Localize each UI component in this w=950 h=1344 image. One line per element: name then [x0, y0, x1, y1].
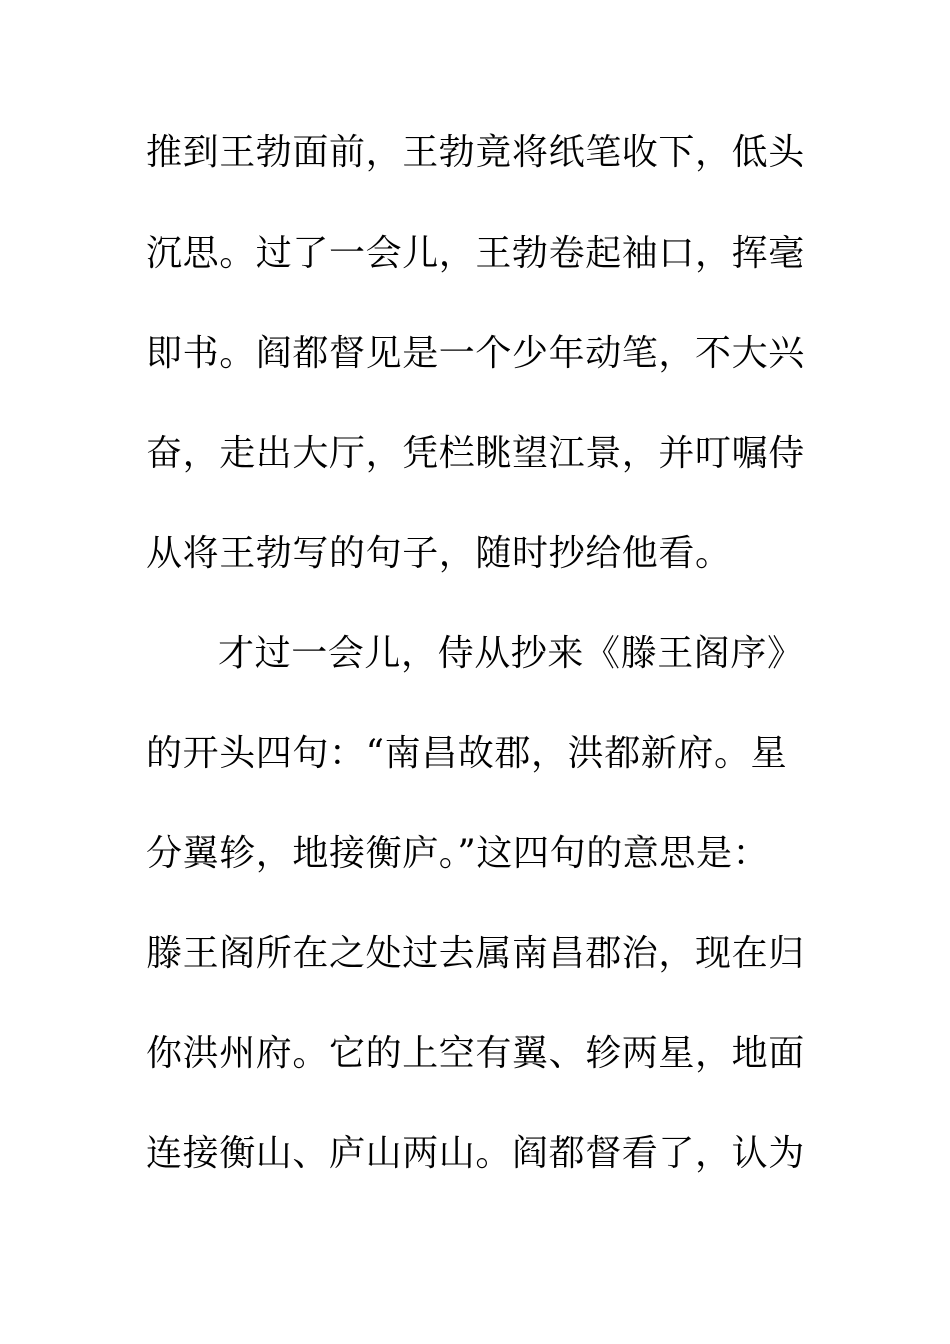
- paragraph-1-line-2: 沉思。过了一会儿，王勃卷起袖口，挥毫: [146, 233, 805, 274]
- paragraph-1-line-1: 推到王勃面前，王勃竟将纸笔收下，低头: [146, 132, 805, 173]
- paragraph-1-line-5: 从将王勃写的句子，随时抄给他看。: [146, 533, 732, 574]
- paragraph-2-line-6: 连接衡山、庐山两山。阎都督看了，认为: [146, 1133, 805, 1174]
- paragraph-2-line-2: 的开头四句：“南昌故郡，洪都新府。星: [146, 733, 788, 774]
- paragraph-2-line-5: 你洪州府。它的上空有翼、轸两星，地面: [146, 1033, 805, 1074]
- paragraph-1-line-3: 即书。阎都督见是一个少年动笔，不大兴: [146, 333, 805, 374]
- paragraph-2-line-3: 分翼轸，地接衡庐。”这四句的意思是：: [146, 833, 770, 874]
- paragraph-2-line-4: 滕王阁所在之处过去属南昌郡治，现在归: [146, 933, 805, 974]
- paragraph-1-line-4: 奋，走出大厅，凭栏眺望江景，并叮嘱侍: [146, 433, 805, 474]
- paragraph-2-line-1: 才过一会儿，侍从抄来《滕王阁序》: [218, 633, 804, 674]
